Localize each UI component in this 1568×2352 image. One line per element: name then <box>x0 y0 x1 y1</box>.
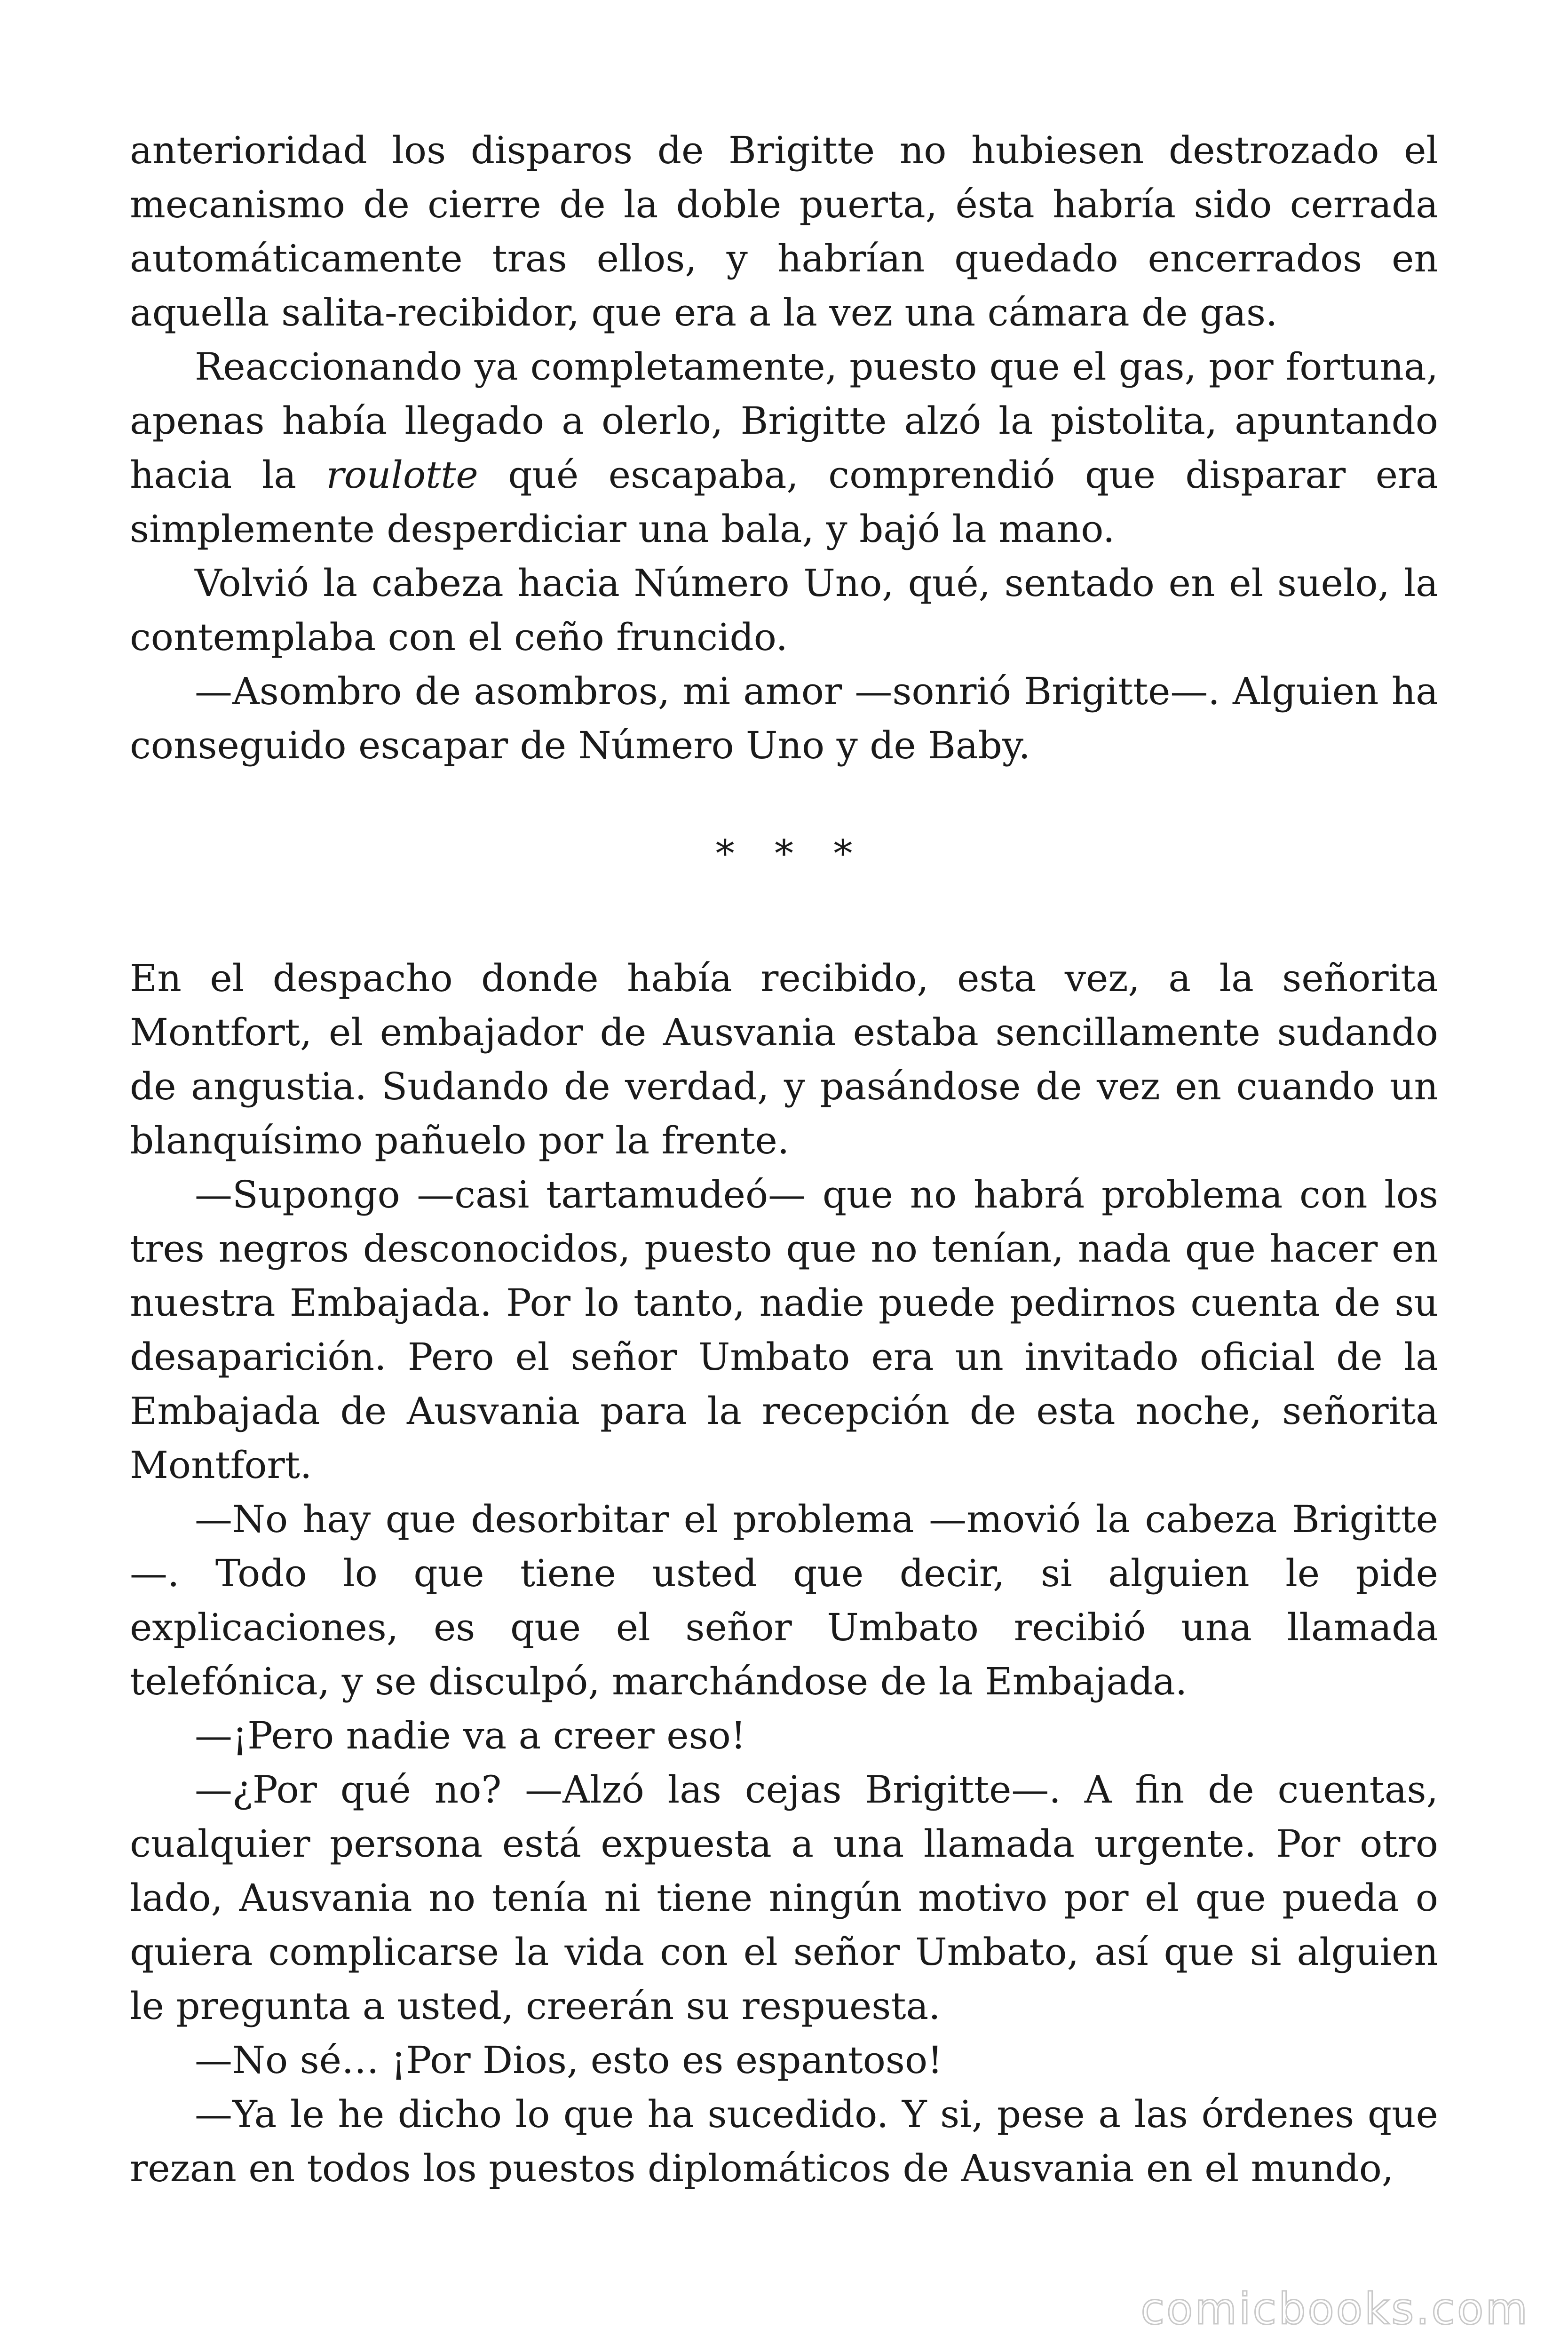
paragraph: —No sé… ¡Por Dios, esto es espantoso! <box>195 2038 943 2082</box>
paragraph: —¡Pero nadie va a creer eso! <box>195 1714 746 1757</box>
paragraph: anterioridad los disparos de Brigitte no hubiesen destrozado el mecanismo de cierre de la doble puerta, ésta habría sido cerrada automáticamente tras ellos, y habrían quedado encerrados en aquella salita-recibidor, que era a la vez una cámara de gas. <box>130 128 1438 334</box>
paragraph: —Supongo —casi tartamudeó— que no habrá problema con los tres negros desconocidos, puesto que no tenían, nada que hacer en nuestra Embajada. Por lo tanto, nadie puede pedirnos cuenta de su desaparición. Pero el señor Umbato era un invitado oficial de la Embajada de Ausvania para la recepción de esta noche, señorita Montfort. <box>130 1173 1438 1487</box>
paragraph-text: qué escapaba, comprendió que disparar era simplemente desperdiciar una bala, y bajó la mano. <box>130 453 1438 551</box>
paragraph: —Ya le he dicho lo que ha sucedido. Y si, pese a las órdenes que rezan en todos los puestos diplomáticos de Ausvania en el mundo, <box>130 2092 1438 2190</box>
paragraph: —¿Por qué no? —Alzó las cejas Brigitte—. A fin de cuentas, cualquier persona está expuesta a una llamada urgente. Por otro lado, Ausvania no tenía ni tiene ningún motivo por el que pueda o quiera complicarse la vida con el señor Umbato, así que si alguien le pregunta a usted, creerán su respuesta. <box>130 1768 1438 2028</box>
italic-word: roulotte <box>326 453 478 497</box>
paragraph <box>130 340 1438 556</box>
watermark: comicbooks.com <box>1140 2284 1529 2334</box>
book-page <box>130 123 1438 2195</box>
paragraph-text: Reaccionando ya completamente, puesto que el gas, por fortuna, apenas había llegado a olerlo, Brigitte alzó la pistolita, apuntando hacia la <box>130 345 1438 497</box>
paragraph: Volvió la cabeza hacia Número Uno, qué, sentado en el suelo, la contemplaba con el ceño fruncido. <box>130 561 1438 659</box>
paragraph: —Asombro de asombros, mi amor —sonrió Brigitte—. Alguien ha conseguido escapar de Número Uno y de Baby. <box>130 669 1438 767</box>
section-break: * * * <box>715 832 867 875</box>
paragraph: En el despacho donde había recibido, esta vez, a la señorita Montfort, el embajador de Ausvania estaba sencillamente sudando de angustia. Sudando de verdad, y pasándose de vez en cuando un blanquísimo pañuelo por la frente. <box>130 956 1438 1162</box>
paragraph: —No hay que desorbitar el problema —movió la cabeza Brigitte —. Todo lo que tiene usted que decir, si alguien le pide explicaciones, es que el señor Umbato recibió una llamada telefónica, y se disculpó, marchándose de la Embajada. <box>130 1497 1438 1703</box>
